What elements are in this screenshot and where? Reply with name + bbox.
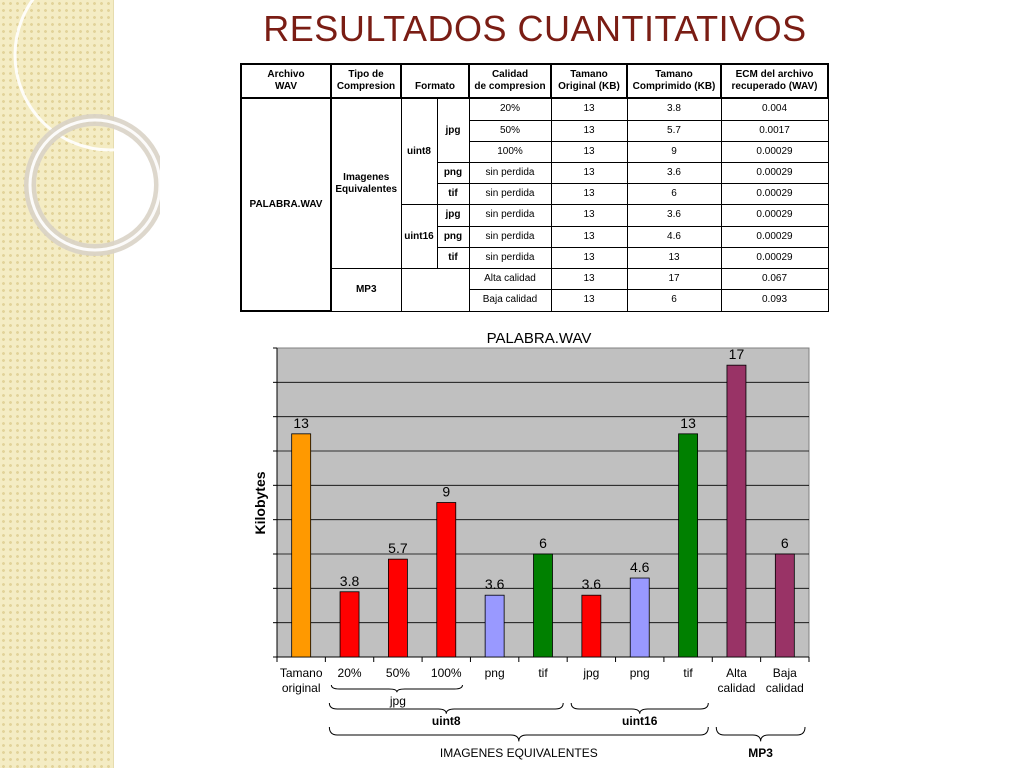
x-tick-label: 50% <box>385 666 410 680</box>
header-ecm: ECM del archivo recuperado (WAV) <box>721 64 828 98</box>
cell-ecm: 0.004 <box>721 98 828 120</box>
cell-ecm: 0.00029 <box>721 247 828 268</box>
bar <box>630 578 649 657</box>
cell-comp: 6 <box>627 290 721 311</box>
cell-fmt: tif <box>437 247 469 268</box>
cell-ecm: 0.00029 <box>721 226 828 247</box>
cell-uint16: uint16 <box>401 205 437 269</box>
group-label-uint16: uint16 <box>622 714 658 728</box>
chart-title: PALABRA.WAV <box>486 330 592 347</box>
brace-uint8 <box>329 703 563 714</box>
cell-calidad: sin perdida <box>469 184 551 205</box>
bar <box>775 554 794 657</box>
header-tamano-comprimido: Tamano Comprimido (KB) <box>627 64 721 98</box>
bar <box>437 503 456 658</box>
data-label: 17 <box>728 346 745 363</box>
x-tick-label: 100% <box>430 666 462 680</box>
cell-comp: 9 <box>627 141 721 162</box>
cell-orig: 13 <box>551 120 627 141</box>
table-header-row <box>241 64 828 98</box>
bar <box>485 595 504 657</box>
bar-chart <box>228 323 828 768</box>
cell-orig: 13 <box>551 226 627 247</box>
header-tipo: Tipo de Compresion <box>331 64 401 98</box>
brace-uint16 <box>571 703 708 714</box>
x-tick-label: 20% <box>337 666 362 680</box>
data-label: 3.8 <box>339 572 360 589</box>
chart-plot-area <box>273 346 809 760</box>
cell-fmt: tif <box>437 184 469 205</box>
cell-orig: 13 <box>551 162 627 183</box>
data-label: 13 <box>293 414 309 431</box>
cell-calidad: 20% <box>469 98 551 120</box>
x-tick-label: tif <box>683 666 693 680</box>
header-archivo: Archivo WAV <box>241 64 331 98</box>
page-title: RESULTADOS CUANTITATIVOS <box>263 8 807 49</box>
results-table <box>240 63 829 312</box>
bar <box>679 434 698 657</box>
bar <box>582 595 601 657</box>
group-label-uint8: uint8 <box>431 714 461 728</box>
header-formato: Formato <box>401 64 469 98</box>
brace-jpg <box>331 685 462 692</box>
bar <box>292 434 311 657</box>
cell-orig: 13 <box>551 184 627 205</box>
cell-ecm: 0.093 <box>721 290 828 311</box>
data-label: 13 <box>680 414 696 431</box>
brace-imagenes <box>329 727 708 741</box>
bar <box>534 554 553 657</box>
header-tamano-original: Tamano Original (KB) <box>551 64 627 98</box>
cell-ecm: 0.00029 <box>721 162 828 183</box>
cell-comp: 4.6 <box>627 226 721 247</box>
cell-ecm: 0.00029 <box>721 141 828 162</box>
cell-comp: 17 <box>627 268 721 289</box>
cell-calidad: sin perdida <box>469 247 551 268</box>
chart-ylabel: Kilobytes <box>252 471 268 535</box>
cell-fmt: png <box>437 162 469 183</box>
cell-calidad: 100% <box>469 141 551 162</box>
cell-orig: 13 <box>551 290 627 311</box>
cell-orig: 13 <box>551 141 627 162</box>
cell-calidad: Baja calidad <box>469 290 551 311</box>
group-label-mp3: MP3 <box>748 746 773 760</box>
decorative-rings <box>0 0 160 300</box>
cell-tipo-imagenes: Imagenes Equivalentes <box>331 98 401 268</box>
cell-formato-empty <box>401 268 469 311</box>
cell-calidad: sin perdida <box>469 226 551 247</box>
data-label: 5.7 <box>388 540 408 557</box>
cell-comp: 13 <box>627 247 721 268</box>
table-row <box>241 98 828 120</box>
cell-calidad: sin perdida <box>469 162 551 183</box>
header-calidad: Calidad de compresion <box>469 64 551 98</box>
x-tick-label: calidad <box>765 681 804 695</box>
brace-mp3 <box>716 727 805 741</box>
x-tick-label: original <box>281 681 321 695</box>
cell-uint8: uint8 <box>401 98 437 205</box>
cell-comp: 6 <box>627 184 721 205</box>
cell-archivo: PALABRA.WAV <box>241 98 331 311</box>
x-tick-label: png <box>484 666 505 680</box>
x-tick-label: Alta <box>726 666 747 680</box>
x-tick-label: jpg <box>583 666 600 680</box>
cell-calidad: Alta calidad <box>469 268 551 289</box>
cell-calidad: sin perdida <box>469 205 551 226</box>
cell-comp: 3.6 <box>627 162 721 183</box>
x-tick-label: png <box>629 666 650 680</box>
x-tick-label: Baja <box>772 666 797 680</box>
cell-comp: 3.6 <box>627 205 721 226</box>
data-label: 9 <box>442 483 451 500</box>
cell-ecm: 0.067 <box>721 268 828 289</box>
group-label-imagenes: IMAGENES EQUIVALENTES <box>439 746 598 760</box>
data-label: 4.6 <box>629 559 650 576</box>
cell-orig: 13 <box>551 205 627 226</box>
x-tick-label: Tamano <box>279 666 323 680</box>
bar <box>388 559 407 657</box>
cell-ecm: 0.00029 <box>721 184 828 205</box>
data-label: 3.6 <box>484 576 505 593</box>
cell-orig: 13 <box>551 268 627 289</box>
cell-orig: 13 <box>551 247 627 268</box>
bar <box>340 592 359 657</box>
data-label: 6 <box>539 535 547 551</box>
group-label-jpg: jpg <box>389 694 406 708</box>
cell-fmt: png <box>437 226 469 247</box>
cell-orig: 13 <box>551 98 627 120</box>
cell-tipo-mp3: MP3 <box>331 268 401 311</box>
data-label: 6 <box>780 535 789 551</box>
x-tick-label: tif <box>538 666 548 680</box>
cell-fmt: jpg <box>437 205 469 226</box>
cell-ecm: 0.00029 <box>721 205 828 226</box>
bar <box>727 365 746 657</box>
cell-comp: 3.8 <box>627 98 721 120</box>
cell-comp: 5.7 <box>627 120 721 141</box>
x-tick-label: calidad <box>717 681 756 695</box>
cell-ecm: 0.0017 <box>721 120 828 141</box>
cell-calidad: 50% <box>469 120 551 141</box>
data-label: 3.6 <box>581 576 602 593</box>
cell-fmt: jpg <box>437 98 469 162</box>
